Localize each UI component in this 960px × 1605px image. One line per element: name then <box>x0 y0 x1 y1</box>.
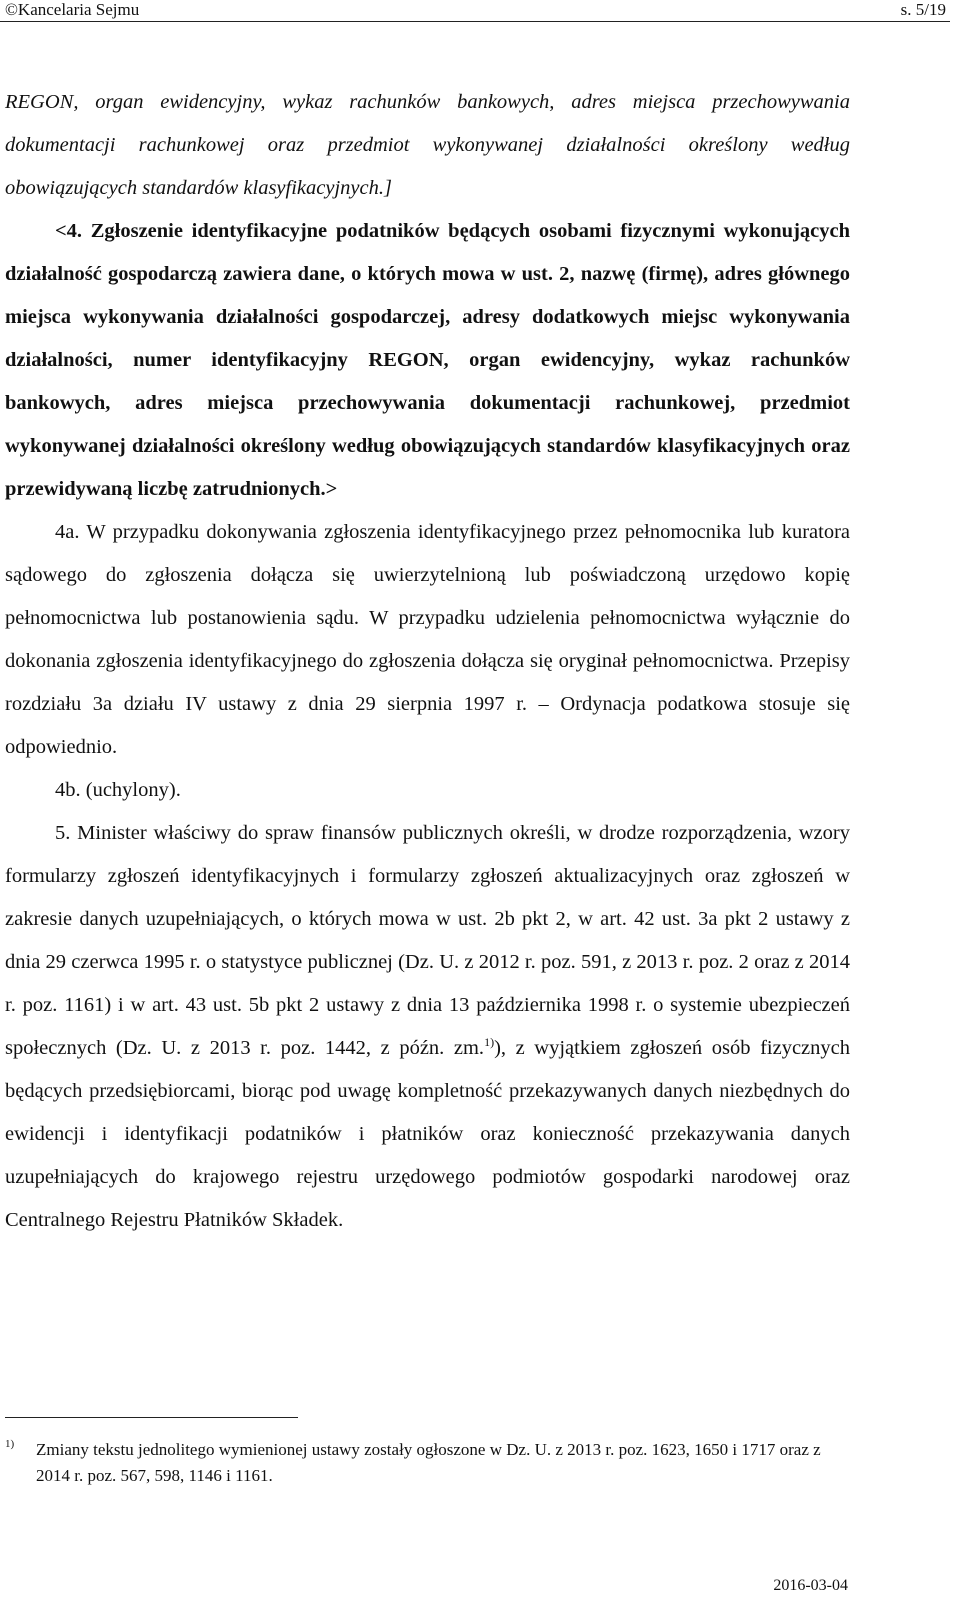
footnote-reference: 1) <box>484 1035 495 1050</box>
paragraph-italic-continuation: REGON, organ ewidencyjny, wykaz rachunków bankowych, adres miejsca przechowywania dokumentacji rachunkowej oraz przedmiot wykonywanej działalności określony według obowiązujących standardów klasyfikacyjnych.] <box>5 91 850 199</box>
footnote-mark: 1) <box>5 1438 15 1450</box>
footnote-separator <box>5 1417 298 1418</box>
paragraph-4a: 4a. W przypadku dokonywania zgłoszenia identyfikacyjnego przez pełnomocnika lub kuratora sądowego do zgłoszenia dołącza się uwierzytelnioną lub poświadczoną urzędowo kopię pełnomocnictwa lub postanowienia sądu. W przypadku udzielenia pełnomocnictwa wyłącznie do dokonania zgłoszenia identyfikacyjnego do zgłoszenia dołącza się oryginał pełnomocnictwa. Przepisy rozdziału 3a działu IV ustawy z dnia 29 sierpnia 1997 r. – Ordynacja podatkowa stosuje się odpowiednio. <box>5 521 850 758</box>
copyright-label: ©Kancelaria Sejmu <box>5 0 140 19</box>
footer-date: 2016-03-04 <box>773 1577 848 1594</box>
document-body <box>5 81 850 1242</box>
paragraph-5-text-b: ), z wyjątkiem zgłoszeń osób fizycznych będących przedsiębiorcami, biorąc pod uwagę kompletność przekazywanych danych niezbędnych do ewidencji i identyfikacji podatników i płatników oraz konieczność przekazywania danych uzupełniających do krajowego rejestru urzędowego podmiotów gospodarki narodowej oraz Centralnego Rejestru Płatników Składek. <box>5 1037 850 1231</box>
header-rule <box>0 21 950 22</box>
paragraph-5-text-a: 5. Minister właściwy do spraw finansów publicznych określi, w drodze rozporządzenia, wzory formularzy zgłoszeń identyfikacyjnych i formularzy zgłoszeń aktualizacyjnych oraz zgłoszeń w zakresie danych uzupełniających, o których mowa w ust. 2b pkt 2, w art. 42 ust. 3a pkt 2 ustawy z dnia 29 czerwca 1995 r. o statystyce publicznej (Dz. U. z 2012 r. poz. 591, z 2013 r. poz. 2 oraz z 2014 r. poz. 1161) i w art. 43 ust. 5b pkt 2 ustawy z dnia 13 października 1998 r. o systemie ubezpieczeń społecznych (Dz. U. z 2013 r. poz. 1442, z późn. zm. <box>5 822 850 1059</box>
page-header <box>0 0 960 22</box>
paragraph-4-amendment: <4. Zgłoszenie identyfikacyjne podatników będących osobami fizycznymi wykonujących działalność gospodarczą zawiera dane, o których mowa w ust. 2, nazwę (firmę), adres głównego miejsca wykonywania działalności gospodarczej, adresy dodatkowych miejsc wykonywania działalności, numer identyfikacyjny REGON, organ ewidencyjny, wykaz rachunków bankowych, adres miejsca przechowywania dokumentacji rachunkowej, przedmiot wykonywanej działalności określony według obowiązujących standardów klasyfikacyjnych oraz przewidywaną liczbę zatrudnionych.> <box>5 220 850 500</box>
paragraph-5 <box>5 812 850 1242</box>
footnote <box>5 1437 850 1489</box>
paragraph-4b: 4b. (uchylony). <box>55 779 181 801</box>
footnote-text: Zmiany tekstu jednolitego wymienionej ustawy zostały ogłoszone w Dz. U. z 2013 r. poz. 1623, 1650 i 1717 oraz z 2014 r. poz. 567, 598, 1146 i 1161. <box>36 1440 821 1485</box>
page-number: s. 5/19 <box>900 0 946 19</box>
